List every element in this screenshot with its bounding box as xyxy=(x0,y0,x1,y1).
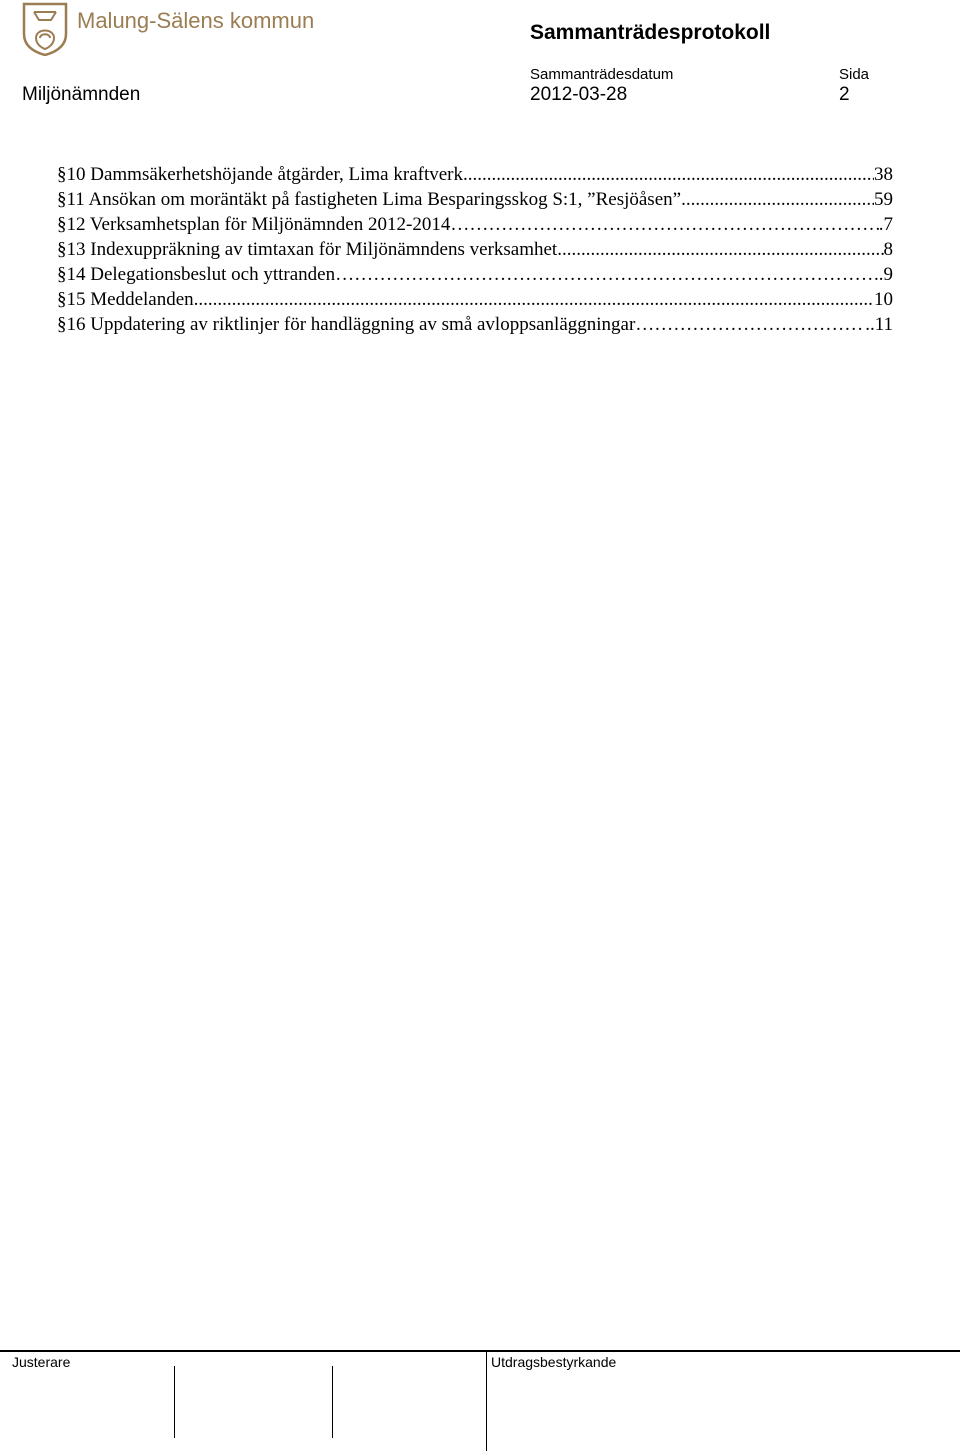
toc-entry-title: §12 Verksamhetsplan för Miljönämnden 2012-2014 xyxy=(57,214,451,235)
toc-entry-page: 10 xyxy=(874,289,893,310)
committee-name: Miljönämnden xyxy=(22,84,141,105)
toc-leader xyxy=(463,162,874,187)
toc-entry[interactable] xyxy=(57,237,893,262)
toc-entry-title: §16 Uppdatering av riktlinjer för handläggning av små avloppsanläggningar xyxy=(57,314,636,335)
toc-entry[interactable] xyxy=(57,262,893,287)
signature-field-divider xyxy=(332,1366,333,1438)
justerare-label: Justerare xyxy=(12,1354,71,1370)
logo-wordmark: Malung-Sälens kommun xyxy=(77,8,315,33)
toc-entry-page: 38 xyxy=(874,164,893,185)
page-number: 2 xyxy=(839,84,850,105)
document-type: Sammanträdesprotokoll xyxy=(530,21,771,44)
toc-entry-title: §11 Ansökan om moräntäkt på fastigheten Lima Besparingsskog S:1, ”Resjöåsen” xyxy=(57,189,682,210)
toc-leader xyxy=(681,187,874,212)
footer-divider xyxy=(0,1350,960,1352)
toc-entry-title: §14 Delegationsbeslut och yttranden xyxy=(57,264,336,285)
toc-leader xyxy=(335,262,874,287)
toc-entry[interactable] xyxy=(57,212,893,237)
toc-entry[interactable] xyxy=(57,187,893,212)
toc-entry-page: 59 xyxy=(874,189,893,210)
meeting-date: 2012-03-28 xyxy=(530,84,628,105)
page-label: Sida xyxy=(839,66,870,83)
toc-leader xyxy=(635,312,865,337)
municipality-logo-icon xyxy=(22,2,68,56)
toc-entry-title: §15 Meddelanden xyxy=(57,289,194,310)
toc-entry[interactable] xyxy=(57,162,893,187)
signature-field-divider xyxy=(174,1366,175,1438)
date-label: Sammanträdesdatum xyxy=(530,66,674,83)
toc-leader xyxy=(557,237,883,262)
toc-leader xyxy=(450,212,878,237)
toc-entry-title: §13 Indexuppräkning av timtaxan för Miljönämndens verksamhet xyxy=(57,239,558,260)
toc-entry-page: 8 xyxy=(883,239,893,260)
toc-entry-page: ..11 xyxy=(865,314,893,335)
toc-entry[interactable] xyxy=(57,287,893,312)
toc-leader xyxy=(194,287,874,312)
signature-field-divider xyxy=(486,1352,487,1451)
table-of-contents xyxy=(57,162,893,337)
toc-entry-title: §10 Dammsäkerhetshöjande åtgärder, Lima kraftverk xyxy=(57,164,463,185)
utdragsbestyrkande-label: Utdragsbestyrkande xyxy=(491,1354,617,1370)
toc-entry[interactable] xyxy=(57,312,893,337)
toc-entry-page: ..9 xyxy=(874,264,893,285)
toc-entry-page: .7 xyxy=(878,214,893,235)
